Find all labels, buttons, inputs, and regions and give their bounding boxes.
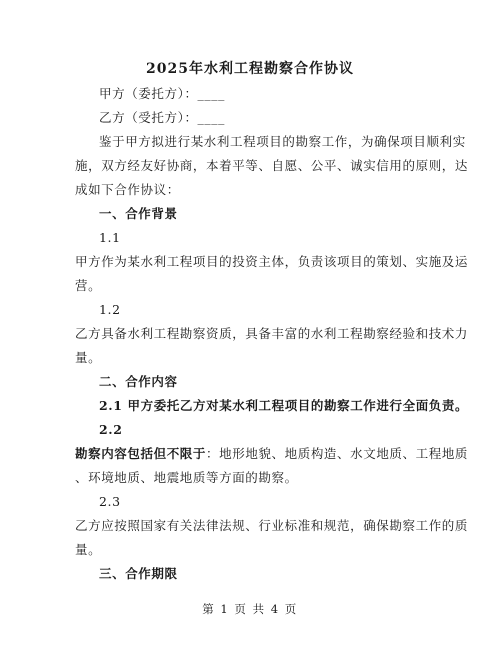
party-a-line: 甲方（委托方）：____	[99, 86, 225, 101]
clause-text-line	[75, 446, 469, 462]
clause-text-line: 营。	[75, 278, 102, 293]
section-heading-background: 一、合作背景	[99, 206, 178, 221]
clause-text-line: 、环境地质、地震地质等方面的勘察。	[75, 470, 298, 485]
clause-text-rest: ：地形地貌、地质构造、水文地质、工程地质	[206, 446, 469, 461]
clause-text-line: 乙方应按照国家有关法律法规、行业标准和规范，确保勘察工作的质	[75, 518, 469, 533]
clause-text-line: 量。	[75, 350, 102, 365]
intro-paragraph-line: 鉴于甲方拟进行某水利工程项目的勘察工作，为确保项目顺利实	[99, 134, 466, 149]
clause-bold-lead: 勘察内容包括但不限于	[75, 446, 207, 461]
clause-number: 2.3	[99, 494, 121, 509]
clause-text-line: 乙方具备水利工程勘察资质，具备丰富的水利工程勘察经验和技术力	[75, 326, 469, 341]
section-heading-content: 二、合作内容	[99, 374, 178, 389]
party-b-line: 乙方（受托方）：____	[99, 110, 225, 125]
intro-paragraph-line: 成如下合作协议：	[75, 182, 180, 197]
document-title: 2025年水利工程勘察合作协议	[146, 61, 354, 77]
page-number-footer: 第 1 页 共 4 页	[202, 602, 298, 616]
clause-text-line: 2.1 甲方委托乙方对某水利工程项目的勘察工作进行全面负责。	[99, 398, 469, 413]
clause-text-line: 甲方作为某水利工程项目的投资主体，负责该项目的策划、实施及运	[75, 254, 469, 269]
section-heading-term: 三、合作期限	[99, 566, 178, 581]
intro-paragraph-line: 施，双方经友好协商，本着平等、自愿、公平、诚实信用的原则，达	[75, 158, 469, 173]
clause-number: 2.2	[99, 422, 123, 437]
clause-number: 1.1	[99, 230, 121, 245]
clause-number: 1.2	[99, 302, 121, 317]
clause-text-line: 量。	[75, 542, 102, 557]
